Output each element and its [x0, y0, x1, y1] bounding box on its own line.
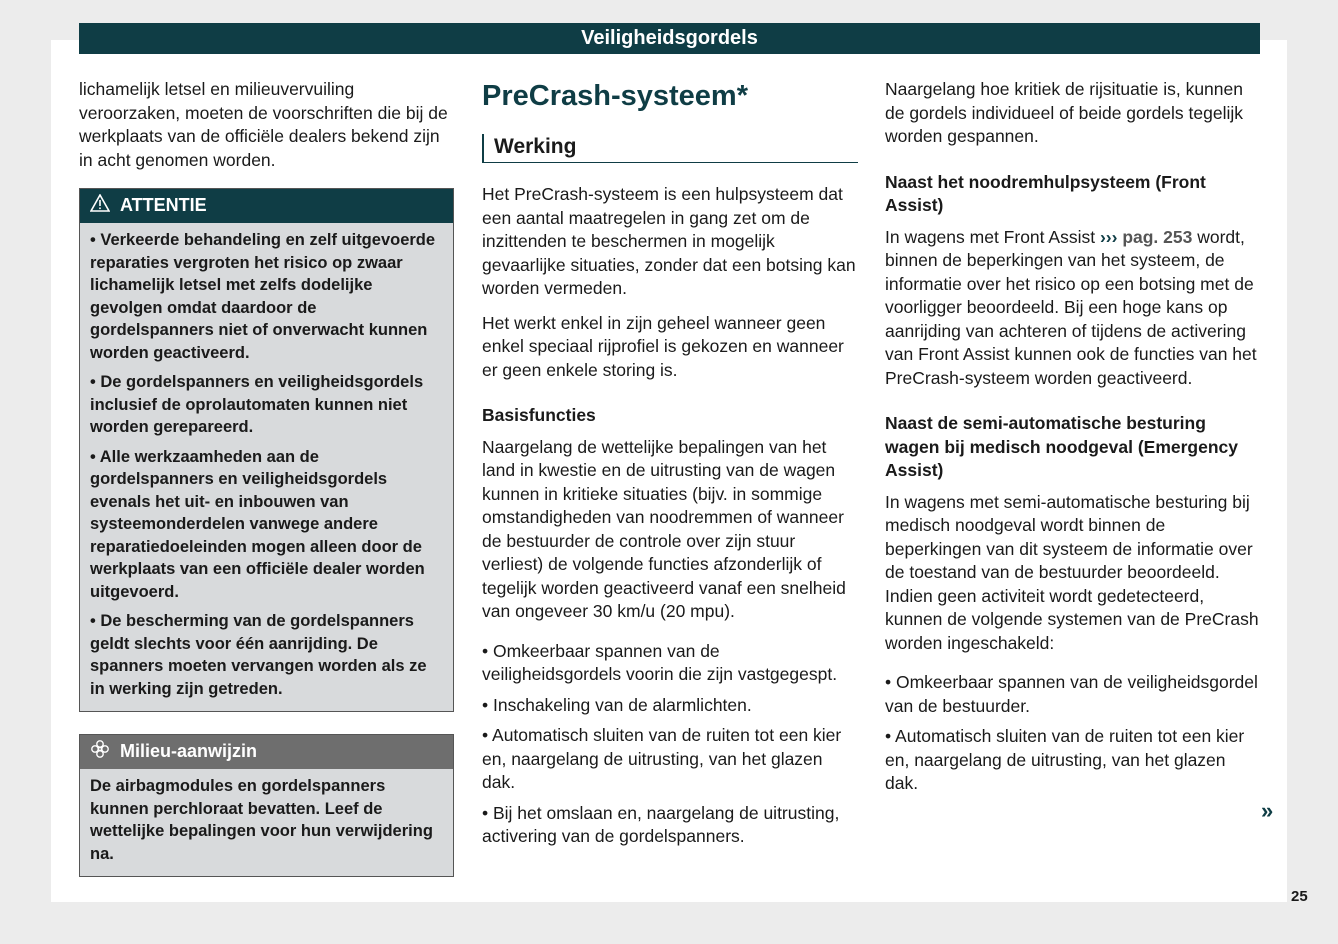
- warning-triangle-icon: [90, 194, 110, 219]
- attention-bullet: • De bescherming van de gordelspanners geldt slechts voor één aanrijding. De spanners moeten vervangen worden als ze in werking zijn getreden.: [90, 612, 427, 698]
- list-item: • Omkeerbaar spannen van de veiligheidsgordel van de bestuurder.: [885, 672, 1258, 716]
- environment-body: [80, 769, 453, 876]
- intro-paragraph: lichamelijk letsel en milieuvervuiling veroorzaken, moeten de voorschriften die bij de werkplaats van de officiële dealers bekend zijn in acht genomen worden.: [79, 79, 448, 170]
- section-title: PreCrash-systeem*: [482, 80, 748, 112]
- subsection-title: Werking: [482, 134, 858, 163]
- attention-body: [80, 223, 453, 711]
- attention-title: ATTENTIE: [120, 195, 207, 216]
- chapter-header: [79, 23, 1260, 54]
- attention-bullet: • Verkeerde behandeling en zelf uitgevoerde reparaties vergroten het risico op zwaar lichamelijk letsel met zelfs dodelijke gevolgen omdat daardoor de gordelspanners niet of onverwacht kunnen worden geactiveerd.: [90, 231, 436, 362]
- emergency-assist-paragraph: In wagens met semi-automatische besturing bij medisch noodgeval wordt binnen de beperkingen van dit systeem de informatie over de toestand van de bestuurder beoordeeld. Indien geen activiteit wordt gedetecteerd, kunnen de volgende systemen van de PreCrash worden ingeschakeld:: [885, 491, 1259, 653]
- reference-arrows: ›››: [1099, 226, 1118, 247]
- column-right: [885, 78, 1261, 803]
- page-reference-link[interactable]: pag. 253: [1122, 226, 1193, 247]
- column-left: [79, 78, 454, 877]
- attention-box: [79, 188, 454, 712]
- environment-header: [80, 735, 453, 769]
- attention-bullet: • Alle werkzaamheden aan de gordelspanners en veiligheidsgordels evenals het uit- en inbouwen van systeemonderdelen vanwege andere reparatiedoeleinden mogen alleen door de werkplaats van een officiële dealer worden uitgevoerd.: [90, 447, 425, 601]
- chapter-title: Veiligheidsgordels: [581, 27, 758, 49]
- list-item: • Bij het omslaan en, naargelang de uitrusting, activering van de gordelspanners.: [482, 802, 840, 846]
- environment-text: De airbagmodules en gordelspanners kunnen perchloraat bevatten. Leef de wettelijke bepalingen voor hun verwijdering na.: [90, 777, 433, 863]
- basisfuncties-heading: Basisfuncties: [482, 405, 596, 425]
- column-middle: [482, 78, 858, 856]
- paragraph: Naargelang de wettelijke bepalingen van het land in kwestie en de uitrusting van de wagen kunnen in kritieke situaties (bijv. in sommige omstandigheden van noodremmen of wanneer de bestuurder de controle over zijn stuur verliest) de volgende functies afzonderlijk of tegelijk worden geactiveerd vanaf een snelheid van ongeveer 30 km/u (20 mpu).: [482, 436, 846, 621]
- list-item: • Automatisch sluiten van de ruiten tot een kier en, naargelang de uitrusting, van het glazen dak.: [482, 725, 842, 792]
- attention-bullet: • De gordelspanners en veiligheidsgordels inclusief de oprolautomaten kunnen niet worden gerepareerd.: [90, 373, 424, 436]
- paragraph: Naargelang hoe kritiek de rijsituatie is, kunnen de gordels individueel of beide gordels tegelijk worden gespannen.: [885, 79, 1244, 146]
- list-item: • Omkeerbaar spannen van de veiligheidsgordels voorin die zijn vastgegespt.: [482, 640, 838, 684]
- list-item: • Automatisch sluiten van de ruiten tot een kier en, naargelang de uitrusting, van het glazen dak.: [885, 726, 1245, 793]
- paragraph: Het PreCrash-systeem is een hulpsysteem dat een aantal maatregelen in gang zet om de inzittenden te beschermen in mogelijk gevaarlijke situaties, zonder dat een botsing kan worden vermeden.: [482, 184, 856, 298]
- front-assist-paragraph: [885, 226, 1261, 391]
- continue-arrow-icon: »: [1261, 798, 1274, 823]
- environment-box: [79, 734, 454, 877]
- environment-title: Milieu-aanwijzin: [120, 741, 258, 762]
- list-item: • Inschakeling van de alarmlichten.: [482, 694, 752, 715]
- paragraph: Het werkt enkel in zijn geheel wanneer geen enkel speciaal rijprofiel is gekozen en wanneer er geen enkele storing is.: [482, 312, 844, 380]
- front-assist-heading: Naast het noodremhulpsysteem (Front Assist): [885, 171, 1206, 215]
- emergency-assist-heading: Naast de semi-automatische besturing wagen bij medisch noodgeval (Emergency Assist): [885, 413, 1239, 480]
- front-assist-text-end: wordt, binnen de beperkingen van het systeem, de informatie over het risico op een botsing met de voorligger beoordeeld. Bij een hoge kans op aanrijding van achteren of tijdens de activering van Front Assist kunnen ook de functies van het PreCrash-systeem worden geactiveerd.: [885, 226, 1257, 388]
- page-number: 25: [1291, 888, 1308, 905]
- attention-header: [80, 189, 453, 223]
- flower-icon: [90, 739, 110, 766]
- front-assist-text-start: In wagens met Front Assist: [885, 226, 1100, 247]
